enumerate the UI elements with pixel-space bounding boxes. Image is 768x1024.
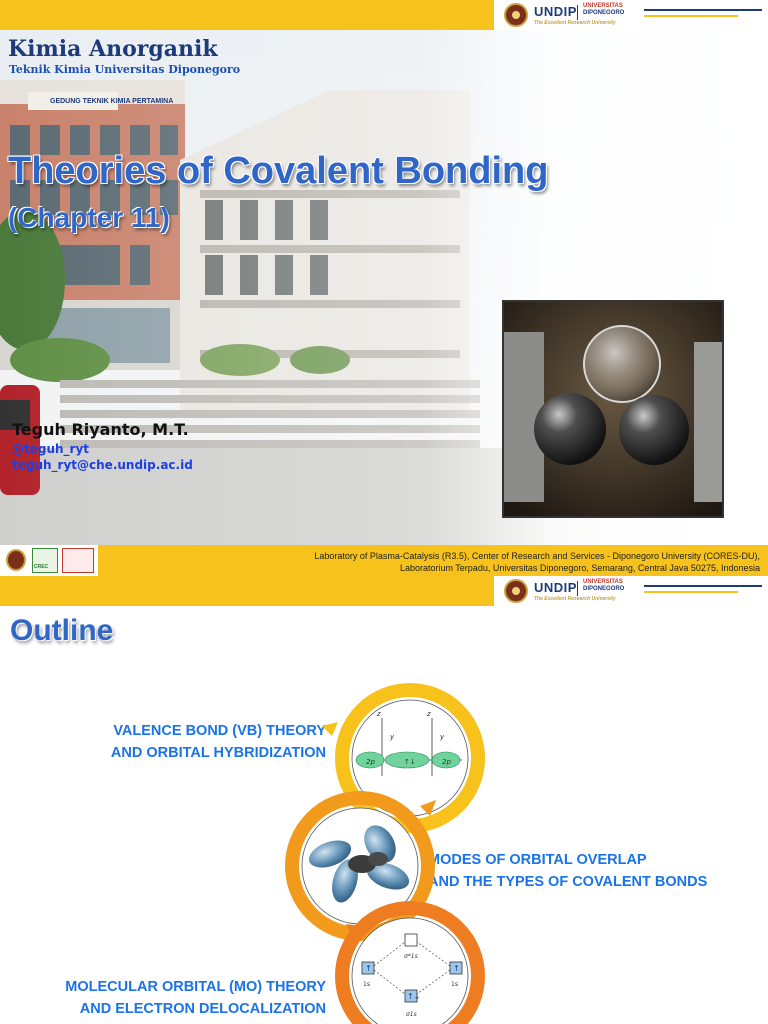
university-line2: DIPONEGORO <box>583 10 625 16</box>
outline-item-line: AND ELECTRON DELOCALIZATION <box>79 1001 326 1017</box>
university-tagline: The Excellent Research University <box>534 20 616 26</box>
outline-title: Outline <box>10 614 114 647</box>
svg-text:y: y <box>440 733 445 741</box>
decorative-lines <box>644 9 762 21</box>
outline-item-line: VALENCE BOND (VB) THEORY <box>113 723 326 739</box>
author-email: teguh_ryt@che.undip.ac.id <box>12 458 193 472</box>
svg-text:2p: 2p <box>366 758 375 766</box>
outline-ring-diagram <box>270 676 500 1024</box>
outline-item-line: MODES OF ORBITAL OVERLAP <box>428 852 647 868</box>
decorative-lines <box>644 585 762 597</box>
university-line2: DIPONEGORO <box>583 586 625 592</box>
svg-text:GEDUNG TEKNIK KIMIA PERTAMINA: GEDUNG TEKNIK KIMIA PERTAMINA <box>50 98 174 105</box>
svg-text:↑: ↑ <box>365 964 372 973</box>
ring-bottom <box>342 908 478 1024</box>
university-line1: UNIVERSITAS <box>583 579 623 585</box>
footer-address <box>90 550 760 574</box>
footer-line-1: Laboratory of Plasma-Catalysis (R3.5), Center of Research and Services - Diponegoro University (CORES-DU), <box>314 551 760 561</box>
university-tagline: The Excellent Research University <box>534 596 616 602</box>
course-title: Kimia Anorganik <box>8 36 218 62</box>
footer-seal-icon <box>6 549 26 571</box>
molecular-model-photo <box>502 300 724 518</box>
logo-separator <box>577 5 578 20</box>
author-handle: @teguh_ryt <box>12 442 90 456</box>
university-logo <box>494 0 768 30</box>
university-short-name: UNDIP <box>534 4 577 19</box>
svg-text:1s: 1s <box>363 981 370 988</box>
header-band <box>0 576 768 606</box>
outline-item-line: MOLECULAR ORBITAL (MO) THEORY <box>65 979 326 995</box>
svg-text:2p: 2p <box>442 758 451 766</box>
svg-text:σ1s: σ1s <box>406 1011 417 1018</box>
svg-text:↑: ↑ <box>453 964 460 973</box>
author-name: Teguh Riyanto, M.T. <box>12 420 189 439</box>
partner-logos <box>0 545 98 576</box>
svg-text:σ*1s: σ*1s <box>404 953 418 960</box>
header-band <box>0 0 768 30</box>
department-name: Teknik Kimia Universitas Diponegoro <box>9 63 241 76</box>
university-seal-icon <box>504 3 528 27</box>
footer-band <box>0 545 768 576</box>
university-line1: UNIVERSITAS <box>583 3 623 9</box>
presentation-title: Theories of Covalent Bonding <box>8 150 549 192</box>
crec-logo-label: CREC <box>34 564 49 570</box>
logo-separator <box>577 581 578 596</box>
outline-item-line: AND ORBITAL HYBRIDIZATION <box>110 745 326 761</box>
svg-text:y: y <box>390 733 395 741</box>
svg-text:z: z <box>427 710 431 718</box>
chapter-label: (Chapter 11) <box>8 202 170 233</box>
outline-slide <box>0 576 768 1024</box>
svg-text:1s: 1s <box>451 981 458 988</box>
university-seal-icon <box>504 579 528 603</box>
svg-text:↑↓: ↑↓ <box>404 758 416 766</box>
svg-text:z: z <box>377 710 381 718</box>
svg-text:↑↓: ↑↓ <box>407 992 421 1001</box>
university-short-name: UNDIP <box>534 580 577 595</box>
university-logo <box>494 576 768 606</box>
outline-item-line: AND THE TYPES OF COVALENT BONDS <box>428 874 708 890</box>
footer-line-2: Laboratorium Terpadu, Universitas Diponegoro, Semarang, Central Java 50275, Indonesia <box>399 563 760 573</box>
